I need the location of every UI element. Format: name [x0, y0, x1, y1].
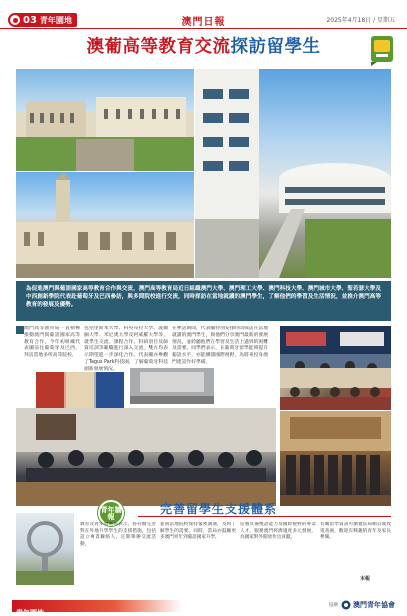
article-column-3: 在參訪期間，代表團特別安排時間探訪在當地就讀的澳門學生，與他們分享澳門最新的發展情況，並聆聽他們在學習及生活上遇到的困難及需要。同學們表示，在葡萄牙留學能夠提升葡語水平，亦能擴闊國際視野，為將來投身澳門建設作好準備。	[172, 326, 268, 365]
page-headline	[0, 33, 407, 58]
intro-box	[16, 281, 391, 321]
photo-campus-corridor	[130, 368, 214, 404]
page-header	[0, 0, 407, 30]
organizer-name: 澳門青年協會	[353, 600, 395, 609]
bottom-column-3: 培養具備雙語能力及國際視野的專業人才，服務澳門經濟適度多元發展，為國家對外開放作出貢獻。	[240, 522, 316, 541]
footer-section-name: 青年園地	[16, 608, 44, 616]
section-name: 青年園地	[39, 15, 72, 25]
page-number: 03	[23, 14, 37, 26]
organizer-logo-icon	[341, 600, 351, 610]
article-byline: 本報	[360, 576, 371, 582]
page-footer	[0, 596, 407, 616]
bottom-column-1: 教育及青年發展局表示，將持續完善對在外地升學學生的支援措施，包括設立專責聯絡人、定期舉辦交流活動，	[80, 522, 156, 547]
photo-group-photo	[280, 411, 391, 506]
photo-artwork-display	[36, 372, 124, 408]
corner-badge-icon	[367, 34, 397, 66]
masthead: 澳門日報	[181, 17, 226, 28]
article-column-2: 包括里斯本大學、科英布拉大學、波爾圖大學、米尼奧大學及阿威羅大學等，就學生交流、課程合作、科研項目及師資培訓等範疇進行深入交流，雙方均表示期望進一步深化合作。代表團亦參觀了Tagus Park科技園，了解葡萄牙科技創新發展情況。	[84, 326, 168, 372]
sub-headline: 完善留學生支援體系	[160, 502, 278, 516]
photo-sculpture	[16, 513, 74, 585]
bottom-column-4: 有關留學資訊可瀏覽當局網頁或致電查詢，歡迎有興趣的青年及家長參閱。	[320, 522, 391, 541]
drop-cap-icon	[16, 326, 24, 334]
header-rule	[0, 28, 407, 29]
footer-section-banner	[12, 600, 182, 616]
sub-headline-rule	[138, 516, 391, 517]
headline-part-2: 探訪留學生	[230, 37, 321, 57]
photo-coimbra-university	[16, 172, 194, 278]
article-column-1: 澳門高等教育局一直積極推動澳門與葡語國家高等教育合作，今年初組織代表團前往葡萄牙及巴西，拜訪當地多所高等院校，	[24, 326, 80, 359]
photo-student-gathering	[280, 368, 391, 410]
publication-date: 2025年4月18日 / 星期五	[326, 17, 395, 24]
photo-meeting-table	[16, 408, 276, 506]
intro-text: 為促進澳門與葡語國家高等教育合作與交流，澳門高等教育局近日組織澳門大學、澳門理工大學、澳門科技大學、澳門城市大學、聖若瑟大學及中西創新學院代表赴葡萄牙及巴西參訪，與多間院校進行交流，同時探訪在當地就讀的澳門學生，了解他們的學習及生活情況，並推介澳門高等教育的發展及優勢。	[26, 286, 381, 308]
footer-organizer	[329, 600, 395, 610]
headline-part-1: 澳葡高等教育交流	[86, 37, 231, 57]
photo-modern-campus	[195, 69, 391, 278]
photo-university-campus	[16, 69, 194, 171]
wall-label-badge: 青年牆報	[98, 500, 124, 526]
organizer-label: 協辦	[329, 603, 338, 608]
bottom-column-2: 並與當地院校保持緊密溝通，及時了解學生的需要。同時，當局亦鼓勵更多澳門青年到葡語國家升學，	[160, 522, 236, 541]
